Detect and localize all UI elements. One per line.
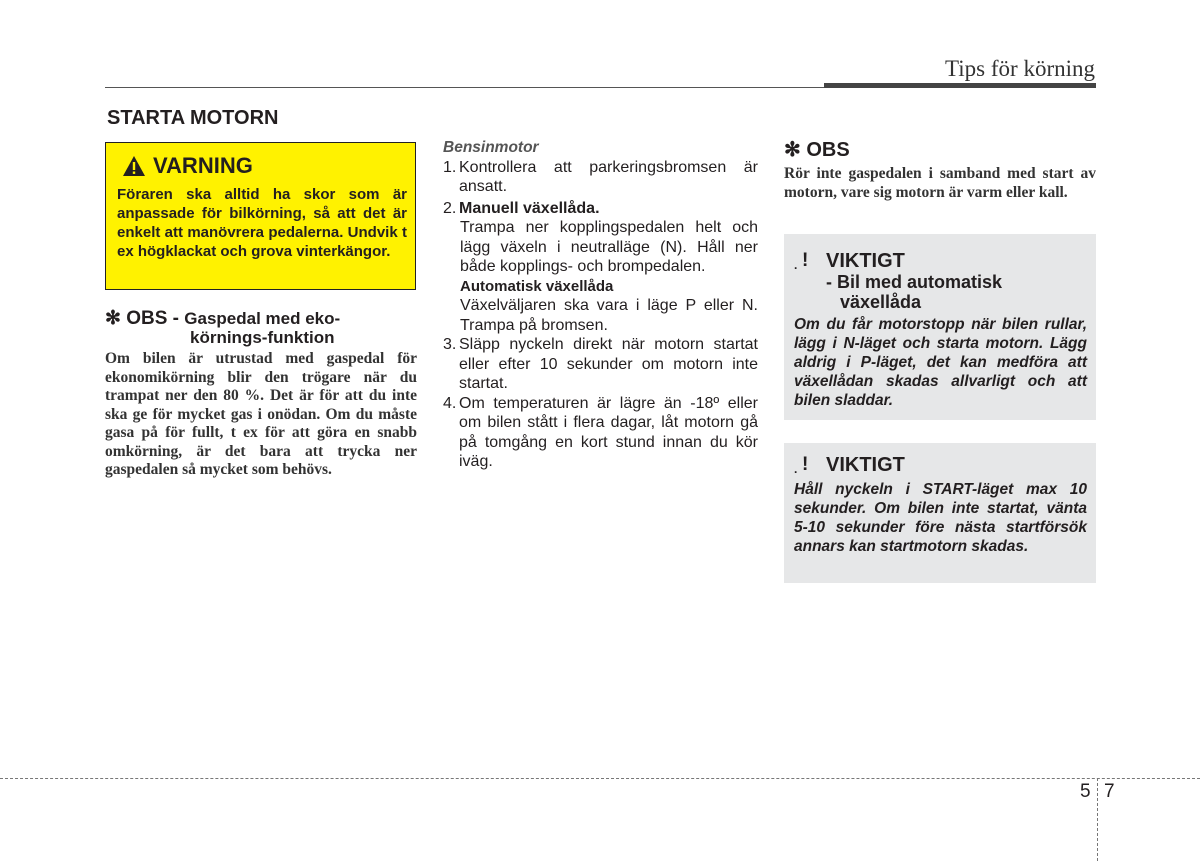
step-text: Kontrollera att parkeringsbromsen är ansatt. bbox=[459, 158, 758, 195]
warning-triangle-icon bbox=[122, 155, 146, 177]
footer-rule bbox=[0, 778, 1200, 779]
warning-text: Föraren ska alltid ha skor som är anpassade för bilkörning, så att det är enkelt att manövrera pedalerna. Undvik t ex högklackat och grova vinterkängor. bbox=[117, 186, 407, 260]
warning-box bbox=[105, 142, 416, 290]
section-title: STARTA MOTORN bbox=[107, 107, 279, 129]
procedure-step bbox=[443, 199, 758, 219]
procedure-step bbox=[443, 335, 758, 394]
step-number: 4. bbox=[443, 394, 457, 412]
step-number: 3. bbox=[443, 336, 457, 353]
step-subtitle: Automatisk växellåda bbox=[460, 277, 614, 295]
step-number: 2. bbox=[443, 199, 457, 217]
procedure-step bbox=[443, 158, 758, 197]
notice-subtitle-line-1: - Bil med automatisk bbox=[826, 272, 1003, 292]
page-number: 7 bbox=[1104, 781, 1115, 802]
obs-heading-line-1: Gaspedal med eko- bbox=[184, 309, 341, 328]
notice-subtitle-line-2: växellåda bbox=[840, 292, 922, 312]
step-number: 1. bbox=[443, 158, 457, 176]
step-text: Om temperaturen är lägre än -18º eller om bilen stått i flera dagar, låt motorn gå på tomgång en kort stund innan du kör iväg. bbox=[459, 394, 758, 470]
obs-heading-line-2: körnings-funktion bbox=[190, 328, 335, 347]
caution-exclamation-icon: . ! bbox=[794, 454, 809, 476]
notice-text: Om du får motorstopp när bilen rullar, lägg i N-läget och starta motorn. Lägg aldrig i P-läget, det kan medföra att växellådan skadas allvarligt och att bilen sladdar. bbox=[794, 316, 1087, 409]
notice-box bbox=[784, 443, 1096, 583]
notice-title: VIKTIGT bbox=[826, 454, 905, 476]
chapter-number: 5 bbox=[1080, 781, 1091, 802]
warning-title: VARNING bbox=[153, 153, 253, 178]
step-text: Trampa ner kopplingspedalen helt och lägg växeln i neutralläge (N). Håll ner både kopplings- och brompedalen. bbox=[460, 219, 758, 275]
footer-divider bbox=[1097, 778, 1098, 861]
notice-text: Håll nyckeln i START-läget max 10 sekunder. Om bilen inte startat, vänta 5-10 sekunder före nästa startförsök annars kan startmotorn skadas. bbox=[794, 481, 1087, 555]
obs-label: ✻ OBS - bbox=[105, 308, 179, 329]
procedure-column bbox=[443, 138, 758, 472]
step-title: Manuell växellåda. bbox=[459, 199, 600, 217]
obs-heading: ✻ OBS bbox=[784, 139, 850, 161]
notice-title: VIKTIGT bbox=[826, 250, 905, 272]
obs-text: Om bilen är utrustad med gaspedal för ekonomikörning blir den trögare när du trampat ner den 80 %. Det är för att du inte ska ge för mycket gas i onödan. Om du måste gasa på för fullt, t ex för att göra en snabb omkörning, är det bara att trycka ner gaspedalen så mycket som behövs. bbox=[105, 350, 417, 478]
step-text: Släpp nyckeln direkt när motorn startat eller efter 10 sekunder om motorn inte startat. bbox=[459, 336, 758, 392]
procedure-step bbox=[443, 394, 758, 472]
header-rule-accent bbox=[824, 83, 1096, 88]
caution-exclamation-icon: . ! bbox=[794, 250, 809, 272]
procedure-subheading: Bensinmotor bbox=[443, 139, 539, 156]
running-header-title: Tips för körning bbox=[945, 56, 1095, 81]
step-text: Växelväljaren ska vara i läge P eller N. Trampa på bromsen. bbox=[460, 297, 758, 334]
obs-text: Rör inte gaspedalen i samband med start av motorn, vare sig motorn är varm eller kall. bbox=[784, 165, 1096, 201]
notice-box bbox=[784, 234, 1096, 420]
obs-heading bbox=[105, 307, 340, 330]
